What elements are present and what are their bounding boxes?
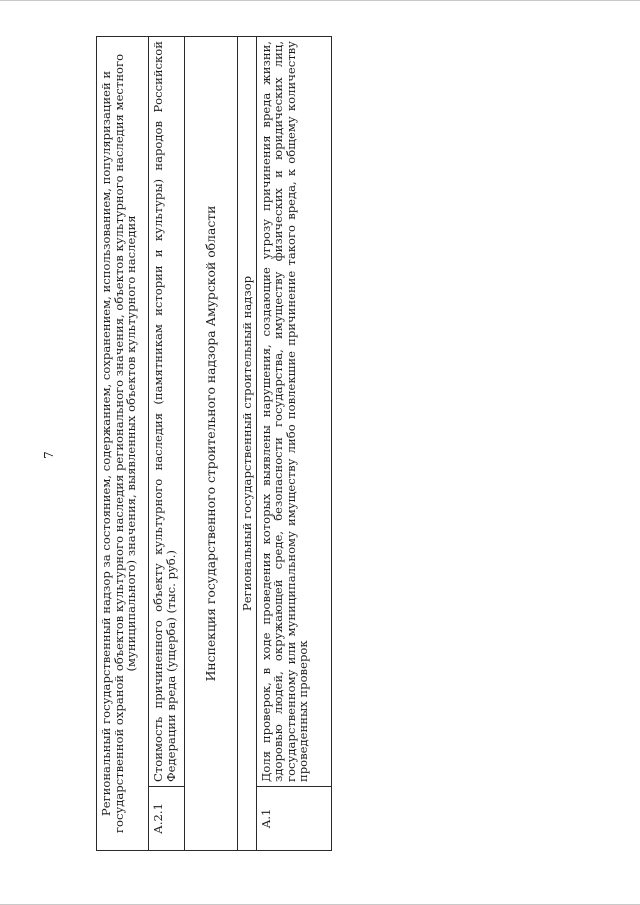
item-text: Доля проверок, в ходе проведения которых выявлены нарушения, создающие угрозу причинения вреда жизни, здоровью людей, окружающей среде, безопасности государства, имуществу физических и юридических лиц, государственному или муниципальному имуществу либо повлекшие причинение такого вреда, к общему количеству проведенных проверок <box>256 37 331 787</box>
item-code: А.1 <box>256 787 331 851</box>
table-row <box>238 37 257 851</box>
item-code: А.2.1 <box>149 787 185 851</box>
inspection-title: Инспекция государственного строительного надзора Амурской области <box>185 37 238 851</box>
section-title: Региональный государственный надзор за состоянием, содержанием, сохранением, использованием, популяризацией и государственной охраной объектов культурного наследия регионального значения, объектов культурного наследия местного (муниципального) значения, выявленных объектов культурного наследия <box>97 37 149 851</box>
table-row <box>185 37 238 851</box>
rotated-table-container <box>96 36 329 851</box>
item-text: Стоимость причиненного объекту культурного наследия (памятникам истории и культуры) народов Российской Федерации вреда (ущерба) (тыс. руб.) <box>149 37 185 787</box>
scan-edge-line <box>0 0 640 1</box>
indicators-table <box>96 36 332 851</box>
page-number: 7 <box>42 451 56 459</box>
subsection-title: Региональный государственный строительный надзор <box>238 37 257 851</box>
table-row <box>256 37 331 851</box>
table-row <box>149 37 185 851</box>
table-row <box>97 37 149 851</box>
